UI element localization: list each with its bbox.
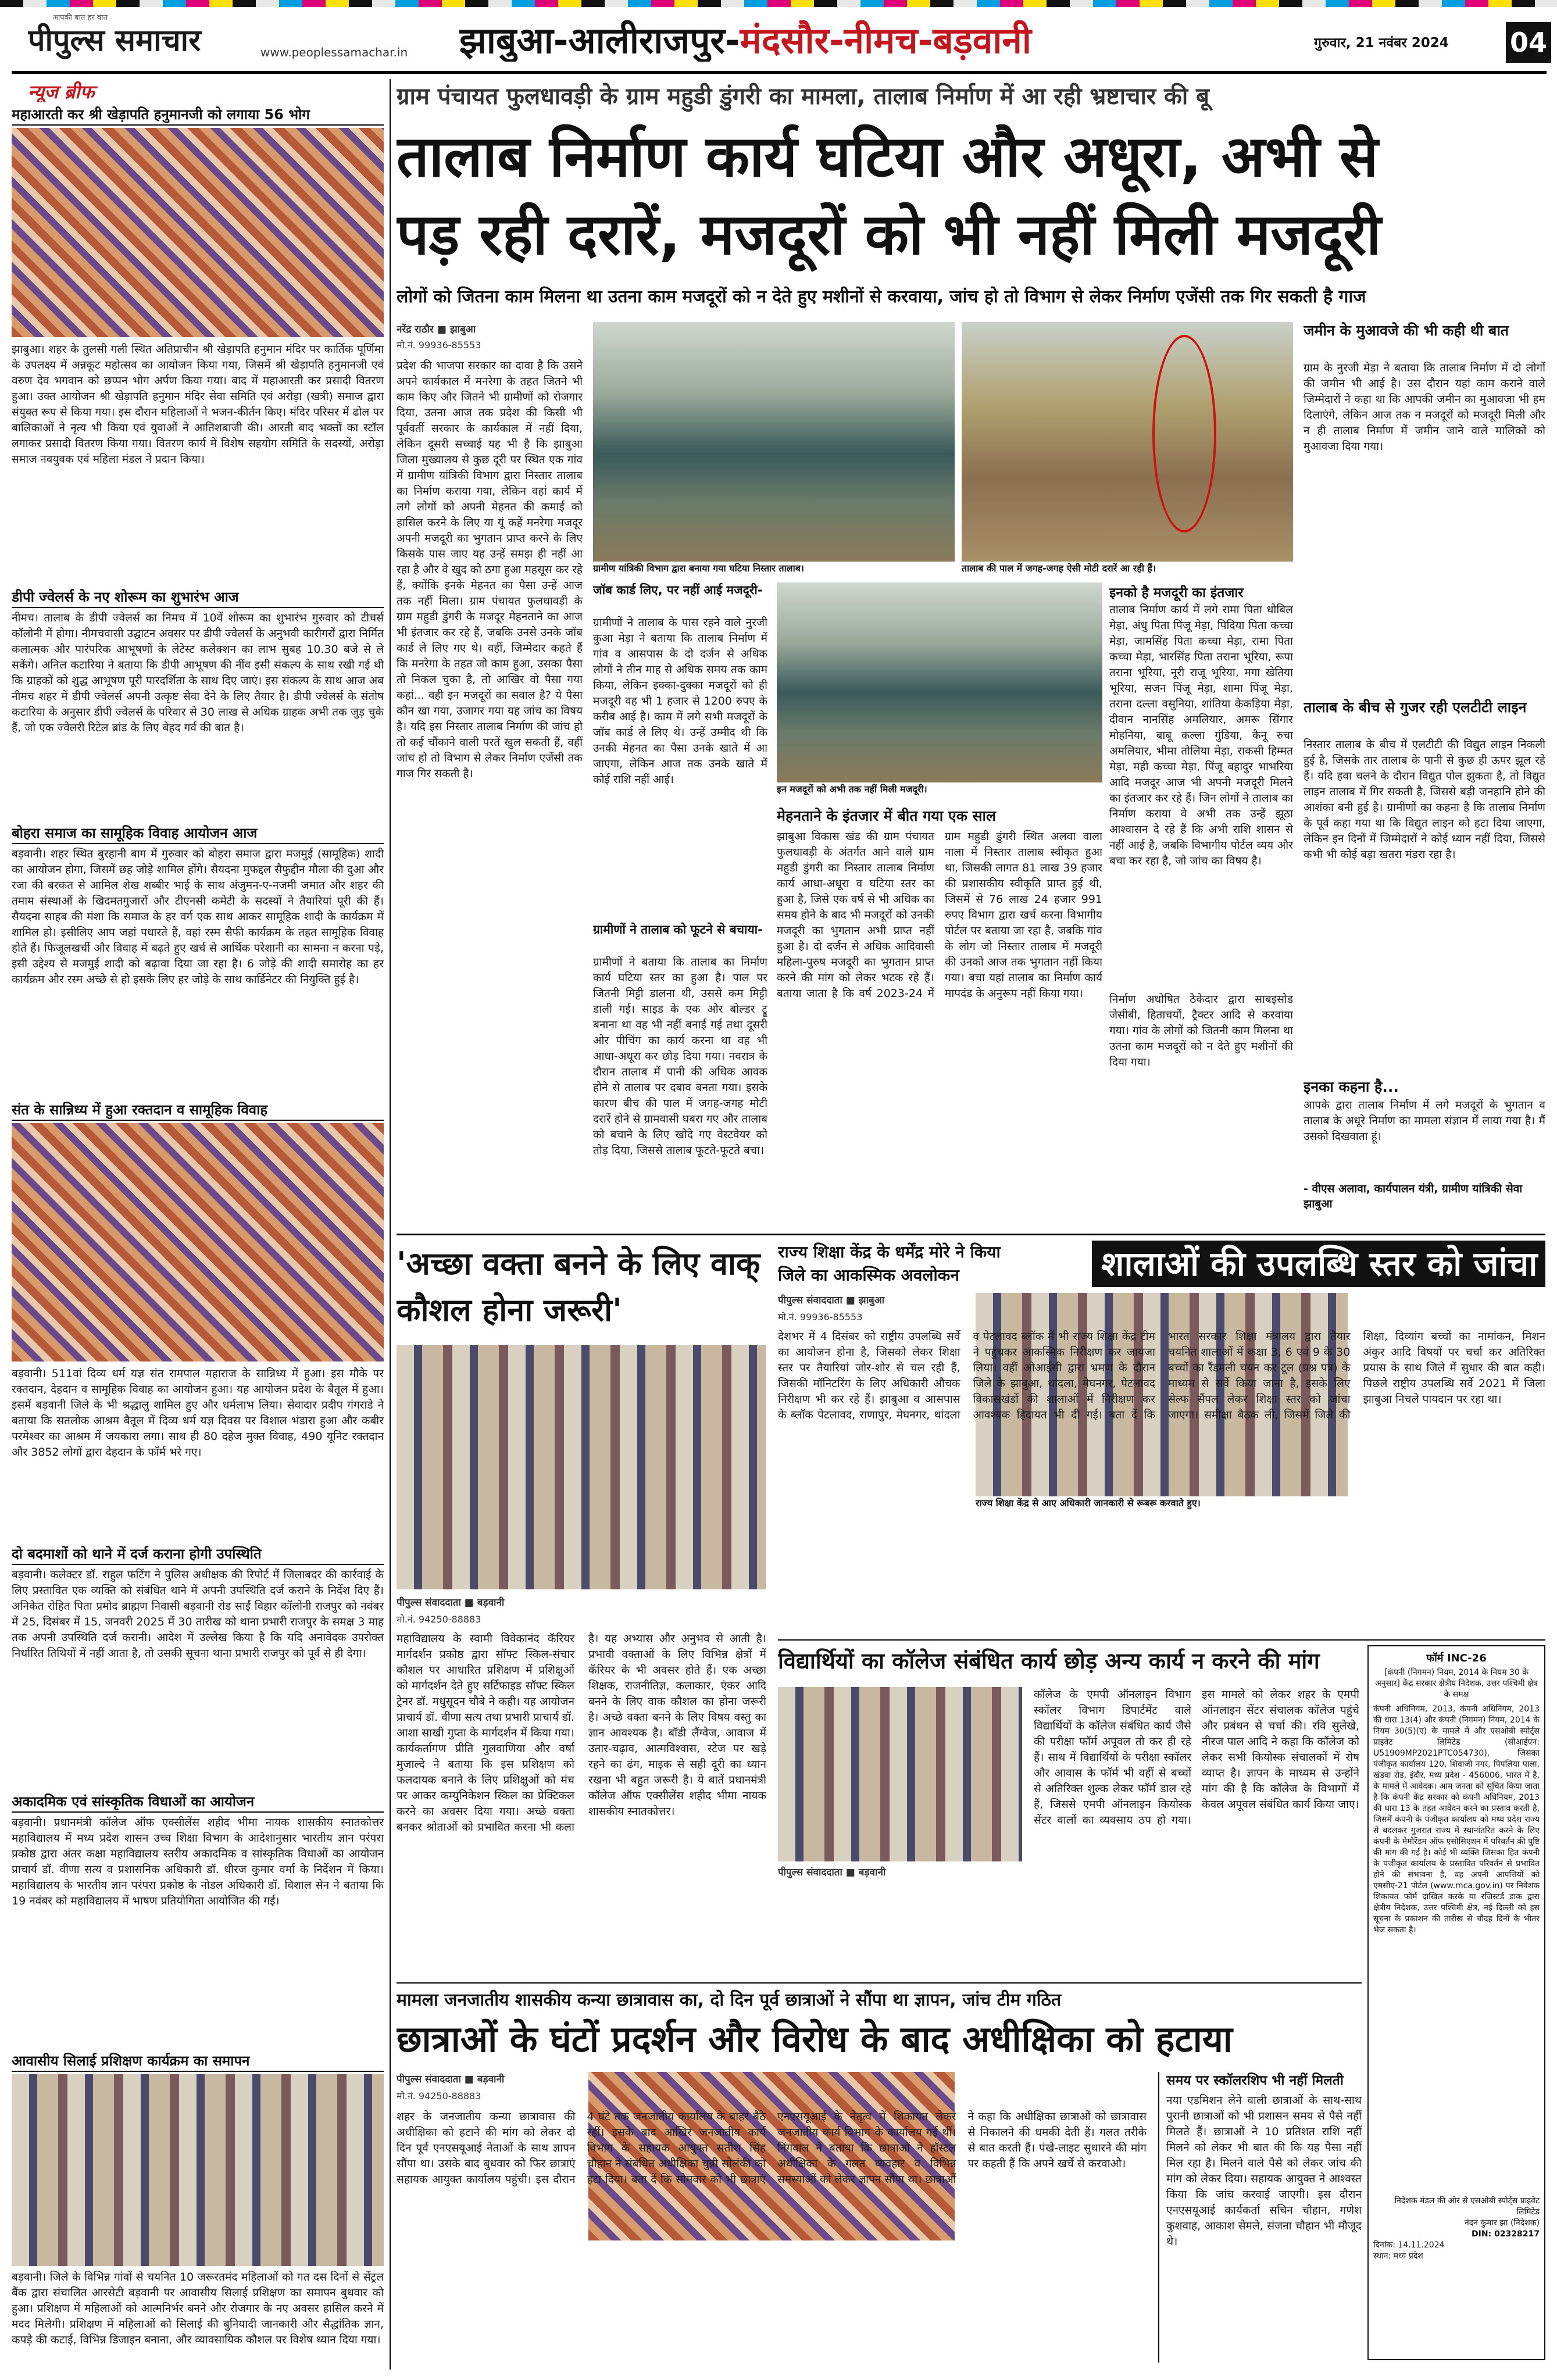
waiting-box [1109,583,1293,984]
hostel-side-box [1158,2072,1362,2363]
students-photo [778,1687,1022,1861]
masthead [0,0,1557,69]
hostel-top-rule [397,1982,1362,1984]
sub1 [593,583,767,1222]
lead-kicker: ग्राम पंचायत फुलधावड़ी के ग्राम महुडी डुंगरी का मामला, तालाब निर्माण में आ रही भ्रष्टाचार की बू [397,83,1210,110]
hostel-headline[interactable]: छात्राओं के घंटों प्रदर्शन और विरोध के बाद अधीक्षिका को हटाया [397,2018,1233,2060]
notice-title: फॉर्म INC-26 [1426,1652,1487,1664]
quote-text: आपके द्वारा तालाब निर्माण में लगे मजदूरों के भुगतान व तालाब के अधूरे निर्माण का मामला संज्ञान में लाया गया है। मैं उसको दिखवाता हूं। [1304,1099,1545,1143]
lead-deck: लोगों को जितना काम मिलना था उतना काम मजदूरों को न देते हुए मशीनों से करवाया, जांच हो तो विभाग से लेकर निर्माण एजेंसी तक गिर सकती है गाज [397,287,1366,307]
legal-notice [1367,1645,1545,2360]
masthead-rule [12,71,1547,74]
logo-text: पीपुल्स समाचार [28,23,201,58]
sub1-title: जॉब कार्ड लिए, पर नहीं आई मजदूरी- [593,583,763,597]
sub1-body: ग्रामीणों ने तालाब के पास रहने वाले नुरजी कुआ मेड़ा ने बताया कि तालाब निर्माण में गांव व आसपास के दो दर्जन से अधिक लोगों ने तीन माह से अधिक समय तक काम किया, लेकिन इक्का-दुक्का मजदूरों को ही मजदूरी वह भी 1 हजार से 1200 रुपए के करीब आई है। काम में लगे सभी मजदूरों के जॉब कार्ड ले लिए थे। उन्हें उम्मीद थी कि उनकी मेहनत का पैसा उनके खाते में आ जाएगा, लेकिन आज तक उनके खाते में कोई राशि नहीं आई। [593,616,767,786]
side-box-2-body: निस्तार तालाब के बीच में एलटीटी की विद्युत लाइन निकली हुई है, जिसके तार तालाब के पानी से कुछ ही ऊपर झूल रहे हैं। यदि हवा चलने के दौरान विद्युत पोल झुकता है, तो विद्युत लाइन तालाब में गिर सकती है, जिससे बड़ी जनहानि होने की आशंका बनी हुई है। ग्रामीणों का कहना है कि तालाब निर्माण के पूर्व कहा गया था कि विद्युत लाइन को हटा दिया जाएगा, लेकिन इन दिनों में जिम्मेदारों ने कोई ध्यान नहीं दिया, जिससे कभी भी कोई बड़ा खतरा मंडरा रहा है। [1304,738,1545,861]
sub2-title: ग्रामीणों ने तालाब को फूटने से बचाया- [593,923,763,937]
schools-byline: पीपुल्स संवाददाता ■ झाबुआ [778,1295,885,1306]
story-schools [778,1241,1545,1636]
quote-label: इनका कहना है... [1304,1078,1399,1095]
brief-1-photo [12,128,384,337]
lead-photo-crack [962,322,1293,562]
hostel-byline: पीपुल्स संवाददाता ■ बड़वानी [397,2074,505,2085]
brief-6-title[interactable]: अकादमिक एवं सांस्कृतिक विधाओं का आयोजन [12,1792,384,1813]
lead-headline-1[interactable]: तालाब निर्माण कार्य घटिया और अधूरा, अभी से [397,124,1379,190]
brief-3-body: बड़वानी। शहर स्थित बुरहानी बाग में गुरुवार को बोहरा समाज द्वारा मजमुई (सामूहिक) शादी का आयोजन होगा, जिसमें छह जोड़े शामिल होंगे। सैयदना मुफद्दल सैफुद्दीन मौला की दुआ और रजा की बरकत से आमिल शेख शब्बीर भाई के साथ अंजुमन-ए-नजमी जमात और शहर की तमाम संस्थाओं के खिदमतगुजारों और टीएनसी कमेटी के सदस्यों ने तैयारियां पूरी की हैं। सैयदना साहब की मंशा कि समाज के हर वर्ग एक साथ आकर सामूहिक शादी के कार्यक्रम में शामिल हो। इसीलिए आप जहां पधारते हैं, वहां रस्म सैफी कार्यक्रम के तहत सामूहिक विवाह होते हैं। फिजूलखर्ची और विवाह में बढ़ते हुए खर्च से आर्थिक परेशानी का सामना न करना पड़े, इसी उद्देश्य से मजमुई शादी को बढ़ावा दिया जा रहा है। 6 जोड़े की शादी समारोह का हर कार्यक्रम और रस्म अच्छे से हो इसके लिए हर जोड़े के साथ कार्डिनेटर की नियुक्ति हुई है। [12,848,384,986]
notice-subtitle: [कंपनी (निगमन) नियम, 2014 के नियम 30 के अनुसार] केंद्र सरकार क्षेत्रीय निदेशक, उत्तर पश्चिमी क्षेत्र के समक्ष [1375,1668,1538,1699]
notice-din: DIN: 02328217 [1472,2229,1540,2239]
lead-bottom-rule [397,1234,1545,1235]
notice-place: स्थान: मध्य प्रदेश [1373,2252,1423,2261]
schools-headline[interactable]: शालाओं की उपलब्धि स्तर को जांचा [1092,1241,1545,1287]
color-registration-strip [0,0,1557,7]
story-speaker [397,1241,766,1979]
region-title [459,15,1297,62]
sub3-body: झाबुआ विकास खंड की ग्राम पंचायत फुलधावड़ी के अंतर्गत आने वाले ग्राम महुडी डुंगरी का निस्तार तालाब निर्माण कार्य आधा-अधूरा व घटिया स्तर का हुआ है, जिसे एक वर्ष से भी अधिक का समय होने के बाद भी मजदूरों को उनकी मजदूरी का भुगतान अभी प्राप्त नहीं हुआ है। दो दर्जन से अधिक आदिवासी महिला-पुरुष मजदूरी का भुगतान प्राप्त करने की मांग को लेकर भटक रहे हैं। बताया जाता है कि वर्ष 2023-24 में ग्राम महुडी डुंगरी स्थित अलवा वाला नाला में निस्तार तालाब स्वीकृत हुआ था, जिसकी लागत 81 लाख 39 हजार की प्रशासकीय स्वीकृति प्राप्त हुई थी, जिसमें से 76 लाख 24 हजार 991 रुपए विभाग द्वारा खर्च करना विभागीय पोर्टल पर बताया जा रहा है, जबकि गांव के लोग जो निस्तार तालाब में मजदूरी की उनको आज तक भुगतान नहीं किया गया। बचा यहां तालाब का निर्माण कार्य मापदंड के अनुरूप नहीं किया गया। [777,830,1102,1000]
side-box-2-title: तालाब के बीच से गुजर रही एलटीटी लाइन [1304,699,1527,716]
lead-mobile: मो.नं. 99936-85553 [397,340,481,351]
speaker-headline[interactable]: 'अच्छा वक्ता बनने के लिए वाक् कौशल होना जरूरी' [397,1245,760,1328]
speaker-mobile: मो.नं. 94250-88883 [397,1614,481,1625]
lead-bottom-text: निर्माण अधोषित ठेकेदार द्वारा साबइसोड जेसीबी, हिताचयों, ट्रैक्टर आदि से करवाया गया। गांव के लोगों को जितनी काम मिलना था उतना काम मजदूरों को न देते हुए मशीनों की दिया गया। [1109,993,1293,1069]
news-brief-column [12,79,384,2346]
sub2-body: ग्रामीणों ने बताया कि तालाब का निर्माण कार्य घटिया स्तर का हुआ है। पाल पर जितनी मिट्टी डालना थी, उससे कम मिट्टी डाली गई। साइड के एक ओर बोल्डर ट्रू बनाना था वह भी नहीं बनाई गई तथा दूसरी ओर पीचिंग का कार्य करना था वह भी आधा-अधूरा कर छोड़ दिया गया। नवरात्र के दौरान तालाब में पानी की अधिक आवक होने से तालाब पर दबाव बनता गया। इसके कारण बीच की पाल में जगह-जगह मोटी दरारें होने से ग्रामवासी घबरा गए और तालाब को बचाने के लिए खोदे गए वेस्टवेयर को तोड़ दिया, जिससे तालाब फूटते-फूटते बचा। [593,956,767,1157]
notice-signoff: निदेशक मंडल की ओर से एसओबी स्पोर्ट्स प्राइवेट लिमिटेड [1394,2196,1540,2217]
side-box-powerline [1304,699,1545,1071]
lead-col-1: प्रदेश की भाजपा सरकार का दावा है कि उसने अपने कार्यकाल में मनरेगा के तहत जितने भी काम किए और जितने भी ग्रामीणों को रोजगार दिया, उतना आज तक प्रदेश की किसी भी पूर्ववर्ती सरकार के कार्यकाल में नहीं दिया, लेकिन दूसरी सच्चाई यह भी है कि झाबुआ जिला मुख्यालय से कुछ दूरी पर स्थित एक गांव में ग्रामीण यांत्रिकी विभाग द्वारा निस्तार तालाब का निर्माण कराया गया, लेकिन वहां कार्य में लगे लोगों को अपनी मेहनत की कमाई को हासिल करने के लिए या यूं कहें मनरेगा मजदूर अपनी मजदूरी का भुगतान प्राप्त करने के लिए किसके पास जाए यह उन्हें समझ ही नहीं आ रहा है और वे खुद को ठगा हुआ महसूस कर रहे हैं, क्योंकि इनके मेहनत का पैसा उन्हें आज तक नहीं मिला। ग्राम पंचायत फुलधावड़ी के ग्राम महुडी डुंगरी के मजदूर मेहनताने का आज भी इंतजार कर रहे हैं, जबकि उनसे उनके जॉब कार्ड ले लिए गए थे। वहीं, जिम्मेदार कहते हैं कि मनरेगा के तहत जो काम हुआ, उसका पैसा तो निकल चुका है, तो आखिर वो पैसा गया कहां... वही इन मजदूरों का सवाल है? ये पैसा कौन खा गया, उजागर गया यह जांच का विषय है। यदि इस निस्तार तालाब निर्माण की जांच हो तो कई चौंकाने वाली परतें खुल सकती हैं, वहीं जांच हो तो विभाग से लेकर निर्माण एजेंसी तक गाज गिर सकती है। [397,359,583,780]
speaker-photo [397,1345,766,1589]
speaker-body: महाविद्यालय के स्वामी विवेकानंद कॅरियर मार्गदर्शन प्रकोष्ठ द्वारा सॉफ्ट स्किल-संचार कौशल पर आधारित प्रशिक्षण में प्रशिक्षुओं को मार्गदर्शन देते हुए सर्टिफाइड सॉफ्ट स्किल ट्रेनर डॉ. मधुसूदन चौबे ने कही। यह आयोजन प्राचार्य डॉ. वीणा सत्य तथा प्रभारी प्राचार्य डॉ. आशा साखी गुप्ता के मार्गदर्शन में किया गया। कार्यकर्तागण प्रीति गुलवाणिया और वर्षा मुजाल्दे ने बताया कि इस प्रशिक्षण को फलदायक बनाने के लिए प्रशिक्षुओं को मंच पर आकर कम्युनिकेशन स्किल का प्रेक्टिकल करने का अवसर दिया गया। अच्छे वक्ता बनकर श्रोताओं को प्रभावित करना भी कला है। यह अभ्यास और अनुभव से आती है। प्रभावी वक्ताओं के लिए विभिन्न क्षेत्रों में कॅरियर के भी अवसर होते हैं। एक अच्छा शिक्षक, राजनीतिज्ञ, कलाकार, एंकर आदि बनने के लिए वाक कौशल का होना जरूरी है। अच्छे वक्ता बनने के लिए विषय वस्तु का ज्ञान आवश्यक है। बॉडी लैंग्वेज, आवाज में उतार-चढ़ाव, आत्मविश्वास, स्टेज पर खड़े रहने का ढंग, माइक से सही दूरी का ध्यान रखना भी बहुत जरूरी है। ये बातें प्रधानमंत्री कॉलेज ऑफ एक्सीलेंस शहीद भीमा नायक शासकीय स्नातकोत्तर। [397,1632,766,1834]
story-students [778,1645,1359,1977]
logo[interactable] [28,19,272,60]
quote-box [1304,1077,1545,1228]
brief-4-photo [12,1123,384,1361]
lead-photo-workers-caption: इन मजदूरों को अभी तक नहीं मिली मजदूरी। [777,782,1102,798]
hostel-body: शहर के जनजातीय कन्या छात्रावास की अधीक्षिका को हटाने की मांग को लेकर दो दिन पूर्व एनएसयूआई नेताओं के साथ ज्ञापन सौंपा था। उसके बाद बुधवार को फिर छात्राएं सहायक आयुक्त कार्यालय पहुंची। इस दौरान 4 घंटे तक जनजातीय कार्यालय के बाहर बैठे रहीं। इसके बाद आखिर जनजातीय कार्य विभाग के सहायक आयुक्त सतीश सिंह चौहान ने संबंधित अधीक्षिका चुन्नी सोलंकी को हटा दिया। बता दें कि सोमवार को भी छात्राएं एनएसयूआई के नेतृत्व में शिकायत लेकर जनजातीय कार्य विभाग के कार्यालय गई थीं। निंगवाल ने बताया कि छात्राओं ने हॉस्टल अधीक्षिका के गलत व्यवहार व विभिन्न समस्याओं को लेकर ज्ञापन सौंपा था। छात्राओं ने कहा कि अधीक्षिका छात्राओं को छात्रावास से निकालने की धमकी देती हैं। गलत तरीके से बात करती हैं। पंखे-लाइट सुधारने की मांग पर कहती हैं कि अपने खर्चे से करवाओ। [397,2110,1147,2186]
brief-5-body: बड़वानी। कलेक्टर डॉ. राहुल फटिंग ने पुलिस अधीक्षक की रिपोर्ट में जिलाबदर की कार्रवाई के लिए प्रस्तावित एक व्यक्ति को संबंधित थाने में अपनी उपस्थिति दर्ज कराने के निर्देश दिए हैं। अनिकेत रोहित पिता प्रमोद ब्राह्मण निवासी बड़वानी रोड साईं विहार कॉलोनी राजपुर को नवंबर में 25, दिसंबर में 15, जनवरी 2025 में 30 तारीख को थाना प्रभारी राजपुर के समक्ष 3 माह तक अपनी उपस्थिति दर्ज करानी। आदेश में उल्लेख किया है कि यदि अनावेदक उपरोक्त निर्धारित तिथियों में नहीं आता है, तो उसकी सूचना थाना प्रभारी राजपुर को पूर्व से ही देगा। [12,1568,384,1660]
hostel-side-title: समय पर स्कॉलरशिप भी नहीं मिलती [1166,2073,1344,2088]
brief-2-title[interactable]: डीपी ज्वेलर्स के नए शोरूम का शुभारंभ आज [12,587,384,608]
schools-mobile: मो.नं. 99936-85553 [778,1311,863,1323]
region-title-b: मंदसौर-नीमच-बड़वानी [740,19,1031,62]
website-url[interactable]: www.peoplessamachar.in [260,45,408,59]
hostel-mobile: मो.नं. 94250-88883 [397,2090,481,2102]
brief-7-title[interactable]: आवासीय सिलाई प्रशिक्षण कार्यक्रम का समापन [12,2051,384,2072]
brief-7-photo [12,2074,384,2266]
story-hostel [397,1987,1362,2368]
schools-kicker-2: जिले का आकस्मिक अवलोकन [778,1266,959,1285]
schools-body: देशभर में 4 दिसंबर को राष्ट्रीय उपलब्धि सर्वे का आयोजन होना है, जिसको लेकर शिक्षा स्तर पर तैयारियां जोर-शोर से चल रही हैं, जिसकी मॉनिटरिंग के लिए अधिकारी औचक निरीक्षण भी कर रहे हैं। झाबुआ व आसपास के ब्लॉक पेटलावद, राणापुर, मेघनगर, थांदला व पेटलावद ब्लॉक में भी राज्य शिक्षा केंद्र टीम ने पहुंचकर आकस्मिक निरीक्षण कर जायजा लिया। वहीं ओआईसी द्वारा भ्रमण के दौरान जिले के झाबुआ, थांदला, मेघनगर, पेटलावद विकासखंडों की शालाओं में निरीक्षण कर आवश्यक हिदायत भी दी गई। बता दें कि भारत सरकार शिक्षा मंत्रालय द्वारा तैयार चयनित शालाओं में कक्षा 3, 6 एवं 9 के 30 बच्चों का रैंडमली चयन कर टूल (प्रश्न पत्र) के माध्यम से सर्वे किया जाना है, इसके लिए सेल्फ सैंपल लेकर शिक्षा स्तर को जांचा जाएगा। समीक्षा बैठक ली, जिसमें जिले की शिक्षा, दिव्यांग बच्चों का नामांकन, मिशन अंकुर आदि विषयों पर चर्चा कर अतिरिक्त प्रयास के साथ जिले में सुधार की बात कही। पिछले राष्ट्रीय उपलब्धि सर्वे 2021 में जिला झाबुआ निचले पायदान पर रहा था। [778,1330,1545,1421]
brief-5-title[interactable]: दो बदमाशों को थाने में दर्ज कराना होगी उपस्थिति [12,1544,384,1565]
news-brief-label: न्यूज ब्रीफ [28,81,95,102]
brief-3-title[interactable]: बोहरा समाज का सामूहिक विवाह आयोजन आज [12,823,384,844]
students-byline: पीपुल्स संवाददाता ■ बड़वानी [778,1867,886,1878]
notice-body: कंपनी अधिनियम, 2013, कंपनी अधिनियम, 2013 की धारा 13(4) और कंपनी (निगमन) नियम, 2014 के नियम 30(5)(ए) के मामले में और एसओबी स्पोर्ट्स प्राइवेट लिमिटेड (सीआईएन: U51909MP2021PTC054730), जिसका पंजीकृत कार्यालय 120, शिवाजी नगर, पिपलिया पाला, खंडवा रोड, इंदौर, मध्य प्रदेश - 456006, भारत में है, के मामले में आवेदक। आम जनता को सूचित किया जाता है कि कंपनी केंद्र सरकार को कंपनी अधिनियम, 2013 की धारा 13 के तहत आवेदन करने का प्रस्ताव करती है, जिसमें कंपनी के पंजीकृत कार्यालय को मध्य प्रदेश राज्य से बदलकर गुजरात राज्य में स्थानांतरित करने के लिए कंपनी के मेमोरेंडम ऑफ एसोसिएशन में परिवर्तन की पुष्टि की मांग की गई है। कोई भी व्यक्ति जिसका हित कंपनी के पंजीकृत कार्यालय के प्रस्तावित परिवर्तन से प्रभावित होने की संभावना है, वह अपनी आपत्तियों को एमसीए-21 पोर्टल (www.mca.gov.in) पर निवेशक शिकायत फॉर्म दाखिल करके या रजिस्टर्ड डाक द्वारा क्षेत्रीय निदेशक, उत्तर पश्चिमी क्षेत्र, नई दिल्ली को इस सूचना के प्रकाशन की तारीख से चौदह दिनों के भीतर भेज सकता है। [1373,1704,1540,1935]
side-box-1-body: ग्राम के नुरजी मेड़ा ने बताया कि तालाब निर्माण में दो लोगों की जमीन भी आई है। उस दौरान यहां काम कराने वाले जिम्मेदारों ने कहा था कि आपकी जमीन का मुआवजा भी हम दिलाएंगे, लेकिन आज तक न मजदूरों को मजदूरी मिली और न ही तालाब निर्माण में जमीन जाने वाले मालिकों को मुआवजा दिया गया। [1304,362,1545,453]
speaker-byline: पीपुल्स संवाददाता ■ बड़वानी [397,1597,505,1609]
lead-story [397,79,1545,1230]
page-number: 04 [1506,22,1551,63]
region-title-a: झाबुआ-आलीराजपुर- [459,19,740,62]
waiting-body: तालाब निर्माण कार्य में लगे रामा पिता धोबिल मेड़ा, अंधु पिता पिंजू मेड़ा, पिदिया पिता कच्चा मेड़ा, जामसिंह पिता कच्चा मेड़ा, रामा पिता कच्चा मेड़ा, भारसिंह पिता तराना भूरिया, रूपा तराना भूरिया, नूरी राजू भूरिया, मगा खेतिया भूरिया, सजन पिंजू मेड़ा, शामा पिंजू मेड़ा, तराना दल्ला वसुनिया, शांतिया केकड़िया मेड़ा, दीवान नानसिंह अमलियार, अमरू सिंगार मोहनिया, बाबू कल्ला गुंडिया, कैनू रुचा अमलियार, भीमा तोलिया मेड़ा, राकसी हिम्मत मेड़ा, मही कच्चा मेड़ा, पिंजू बहादुर भाभरिया आदि मजदूर आज भी अपनी मजदूरी मिलने का इंतजार कर रहे हैं। जिन लोगों ने तालाब का निर्माण कराया वे अभी तक उन्हें झूठा आश्वासन दे रहे हैं कि अभी राशि शासन से नहीं आई है, जबकि विभागीय पोर्टल व्यय और बचा कर रहा है, जो जांच का विषय है। [1109,603,1293,867]
lead-photo-pond [593,322,955,562]
brief-7-body: बड़वानी। जिले के विभिन्न गांवों से चयनित 10 जरूरतमंद महिलाओं को गत दस दिनों से सेंट्रल बैंक द्वारा संचालित आरसेटी बड़वानी पर आवासीय सिलाई प्रशिक्षण का समापन बुधवार को हुआ। प्रशिक्षण में महिलाओं को आत्मनिर्भर बनने और रोजगार के नए अवसर हासिल करने में मदद मिलेगी। प्रशिक्षण में महिलाओं को सिलाई की बुनियादी जानकारी और सैद्धांतिक ज्ञान, कपड़े की कटाई, विभिन्न डिजाइन बनाना, और व्यावसायिक कौशल पर विशेष ध्यान दिया गया। [12,2271,384,2346]
brief-4-body: बड़वानी। 511वां दिव्य धर्म यज्ञ संत रामपाल महाराज के सान्निध्य में हुआ। इस मौके पर रक्तदान, देहदान व सामूहिक विवाह का आयोजन हुआ। यह आयोजन प्रदेश के बैतूल में हुआ। इसमें बड़वानी जिले के भी श्रद्धालु शामिल हुए और धर्मलाभ लिया। सेवादार प्रदीप गंगराडे ने बताया कि सतलोक आश्रम बैतूल में दिव्य धर्म यज्ञ दिवस पर विशाल भंडारा हुआ और कबीर परमेश्वर का आश्रम में जयकारा लगा। साथ ही 80 दहेज मुक्त विवाह, 490 यूनिट रक्तदान और 3852 लोगों द्वारा देहदान के फॉर्म भरे गए। [12,1367,384,1459]
lead-photo-crack-caption: तालाब की पाल में जगह-जगह ऐसी मोटी दरारें आ रही हैं। [962,562,1293,577]
sub3-title: मेहनताने के इंतजार में बीत गया एक साल [777,807,996,824]
crack-highlight-circle [1152,335,1216,533]
waiting-title: इनको है मजदूरी का इंतजार [1109,585,1244,601]
hostel-kicker: मामला जनजातीय शासकीय कन्या छात्रावास का, दो दिन पूर्व छात्राओं ने सौंपा था ज्ञापन, जांच टीम गठित [397,1990,1062,2010]
brief-4-title[interactable]: संत के सान्निध्य में हुआ रक्तदान व सामूहिक विवाह [12,1100,384,1121]
hostel-side-body: नया एडमिशन लेने वाली छात्राओं के साथ-साथ पुरानी छात्राओं को भी प्रशासन समय से पैसे नहीं मिलते हैं। छात्राओं ने 10 प्रतिशत राशि नहीं मिलने को लेकर भी बात की कि यह पैसा नहीं मिल रहा है। मिलने वाले पैसे को लेकर जांच की मांग को लेकर दिया। सहायक आयुक्त ने आश्वस्त किया कि जांच करवाई जाएगी। इस दौरान एनएसयूआई कार्यकर्ता सचिन चौहान, गणेश कुशवाह, आकाश सेमले, संजना चौहान भी मौजूद थे। [1166,2094,1362,2248]
schools-photo-caption: राज्य शिक्षा केंद्र से आए अधिकारी जानकारी से रूबरू करवाते हुए। [976,1496,1348,1511]
logo-tag: आपकी बात हर बात [52,13,108,22]
lead-headline-2[interactable]: पड़ रही दरारें, मजदूरों को भी नहीं मिली मजदूरी [397,202,1381,268]
brief-1-body: झाबुआ। शहर के तुलसी गली स्थित अतिप्राचीन श्री खेड़ापति हनुमान मंदिर पर कार्तिक पूर्णिमा के उपलक्ष्य में अन्नकूट महोत्सव का आयोजन किया गया, जिसमें श्री खेड़ापति हनुमानजी एवं वरुण देव भगवान को छप्पन भोग अर्पण किया गया। बाद में महाआरती कर प्रसादी वितरण हुआ। उक्त आयोजन श्री खेड़ापति हनुमान मंदिर सेवा समिति एवं अरोड़ा (खत्री) समाज द्वारा संयुक्त रूप से किया गया। इस दौरान महिलाओं ने भजन-कीर्तन किए। मंदिर परिसर में ढोल पर बालिकाओं ने नृत्य भी किया एवं युवाओं ने आतिशबाजी की। आरती बाद भक्तों का स्टॉल लगाकर प्रसादी वितरण किया गया। वितरण कार्य में विशेष सहयोग समिति के सदस्यों, अरोड़ा समाज नवयुवक एवं महिला मंडल ने प्रदान किया। [12,343,384,466]
brief-1-title[interactable]: महाआरती कर श्री खेड़ापति हनुमानजी को लगाया 56 भोग [12,105,384,126]
lead-photo-workers [777,583,1102,782]
issue-date: गुरुवार, 21 नवंबर 2024 [1314,35,1449,51]
brief-6-body: बड़वानी। प्रधानमंत्री कॉलेज ऑफ एक्सीलेंस शहीद भीमा नायक शासकीय स्नातकोत्तर महाविद्यालय में मध्य प्रदेश शासन उच्च शिक्षा विभाग के आदेशानुसार भारतीय ज्ञान परंपरा प्रकोष्ठ द्वारा अंतर कक्षा महाविद्यालय स्तरीय अकादमिक व सांस्कृतिक विधाओं का आयोजन प्राचार्य डॉ. वीणा सत्य व प्रशासनिक अधिकारी डॉ. धीरज कुमार वर्मा के निर्देशन में किया। महाविद्यालय के भारतीय ज्ञान परंपरा प्रकोष्ठ के नोडल अधिकारी डॉ. विशाल सेन ने बताया कि 19 नवंबर को महाविद्यालय में भाषण प्रतियोगिता आयोजित की गई। [12,1816,384,1907]
quote-author: - वीएस अलावा, कार्यपालन यंत्री, ग्रामीण यांत्रिकी सेवा झाबुआ [1304,1182,1523,1210]
lead-byline: नरेंद्र राठौर ■ झाबुआ [397,324,476,335]
schools-bottom-rule [778,1639,1545,1641]
side-box-compensation [1304,322,1545,694]
notice-date: दिनांक: 14.11.2024 [1373,2240,1445,2250]
side-box-1-title: जमीन के मुआवजे की भी कही थी बात [1304,322,1509,339]
schools-kicker-1: राज्य शिक्षा केंद्र के धर्मेंद्र मोरे ने किया [778,1242,1001,1262]
left-column-divider [390,79,391,2370]
lead-photo-pond-caption: ग्रामीण यांत्रिकी विभाग द्वारा बनाया गया घटिया निस्तार तालाब। [593,562,955,577]
brief-2-body: नीमच। तालाब के डीपी ज्वेलर्स का निमच में 10वें शोरूम का शुभारंभ गुरुवार को टीचर्स कॉलोनी में होगा। नीमचवासी उद्घाटन अवसर पर डीपी ज्वेलर्स के अनुभवी कारीगरों द्वारा निर्मित कलात्मक और पारंपरिक आभूषणों के लेटेस्ट कलेक्शन का लाभ सुबह 10.30 बजे से ले सकेंगे। अनिल कटारिया ने बताया कि डीपी आभूषण की नींव इसी संकल्प के साथ रखी गई थी कि ग्राहकों को शुद्ध आभूषण पूरी पारदर्शिता के साथ दिए जाएं। इस संकल्प के साथ आज अब नीमच शहर में डीपी ज्वेलर्स अपनी उत्कृष्ट सेवा देने के लिए तैयार है। डीपी ज्वेलर्स के संतोष कटारिया के अनुसार डीपी ज्वेलर्स के परिवार से 30 लाख से अधिक ग्राहक अभी तक जुड़ चुके हैं, जो एक ज्वेलरी रिटेल ब्रांड के लिए बेहद गर्व की बात है। [12,612,384,734]
students-body: कॉलेज के एमपी ऑनलाइन विभाग स्कॉलर विभाग डिपार्टमेंट वाले विद्यार्थियों के कॉलेज संबंधित कार्य जैसे की परीक्षा फॉर्म अपूवल तो कर ही रहे हैं। साथ में विद्यार्थियों के परीक्षा स्कॉलर और आवास के फॉर्म भी वहीं से बच्चों से अतिरिक्त शुल्क लेकर फॉर्म डाल रहे हैं, जिससे एमपी ऑनलाइन कियोस्क सेंटर वालों का व्यवसाय ठप हो गया। इस मामले को लेकर शहर के एमपी ऑनलाइन सेंटर संचालक कॉलेज पहुंचे और प्रबंधन से चर्चा की। रवि सुलेखे, नीरज पाल आदि ने कहा कि कॉलेज को लेकर सभी कियोस्क संचालकों में रोष व्याप्त है। ज्ञापन के माध्यम से उन्होंने मांग की है कि कॉलेज के विभागों में केवल अपूवल संबंधित कार्य किया जाए। [1034,1688,1359,1827]
notice-signer: नंदन कुमार झा (निदेशक) [1464,2218,1540,2228]
students-headline[interactable]: विद्यार्थियों का कॉलेज संबंधित कार्य छोड़ अन्य कार्य न करने की मांग [778,1648,1320,1674]
